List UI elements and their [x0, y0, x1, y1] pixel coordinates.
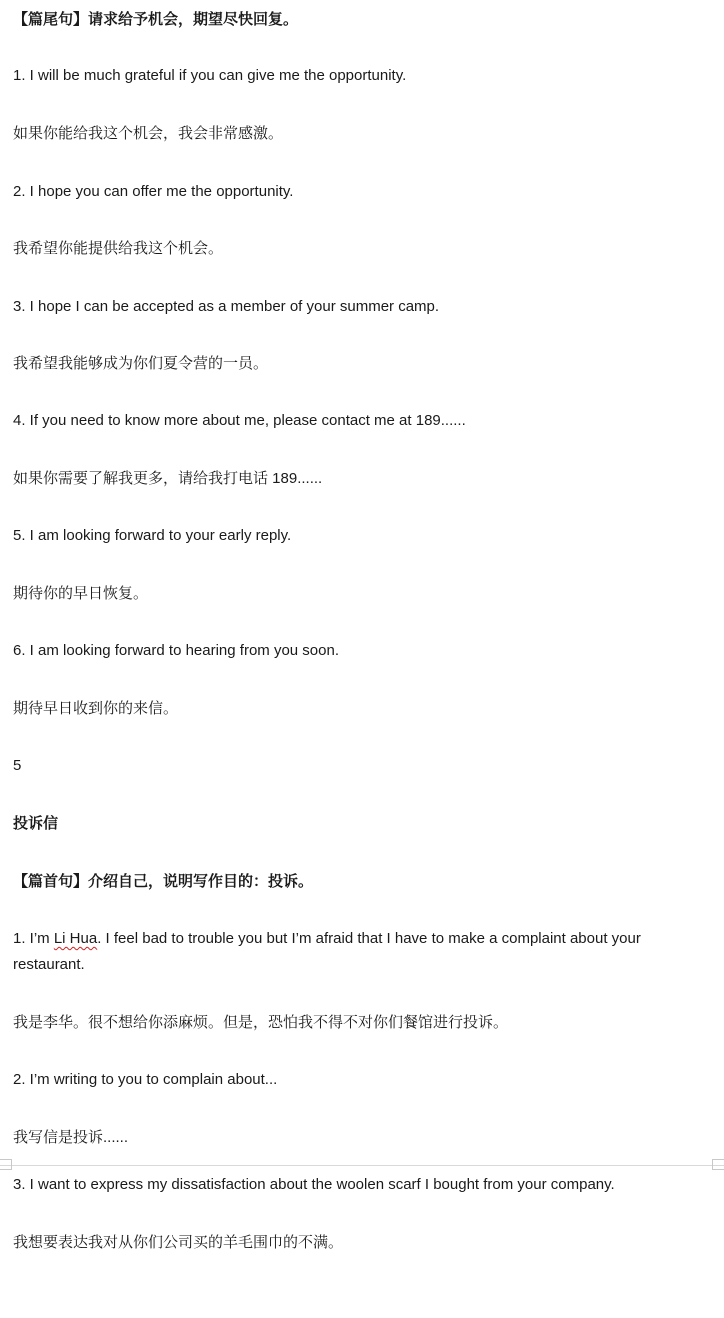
english-sentence-3: 3. I hope I can be accepted as a member of your summer camp. [13, 298, 440, 315]
page-break-line [0, 1165, 724, 1166]
page-corner-mark-right [712, 1159, 724, 1170]
chinese-translation-3: 我希望我能够成为你们夏令营的一员。 [13, 355, 269, 372]
section-number: 5 [13, 757, 22, 774]
english-sentence-4: 4. If you need to know more about me, please contact me at 189...... [13, 412, 466, 429]
chinese-translation-4: 如果你需要了解我更多，请给我打电话 189...... [13, 470, 323, 487]
complaint-english-sentence-3: 3. I want to express my dissatisfaction about the woolen scarf I bought from your company. [13, 1176, 615, 1193]
sentence-prefix: 1. I’m [13, 930, 54, 947]
english-sentence-2: 2. I hope you can offer me the opportunity. [13, 183, 294, 200]
complaint-english-sentence-2: 2. I’m writing to you to complain about... [13, 1071, 278, 1088]
complaint-chinese-translation-2: 我写信是投诉...... [13, 1129, 129, 1146]
english-sentence-6: 6. I am looking forward to hearing from you soon. [13, 642, 340, 659]
chinese-translation-5: 期待你的早日恢复。 [13, 585, 149, 602]
spellcheck-name: Li Hua [53, 930, 98, 947]
complaint-chinese-translation-3: 我想要表达我对从你们公司买的羊毛围巾的不满。 [13, 1234, 344, 1251]
heading-closing-sentences: 【篇尾句】请求给予机会，期望尽快回复。 [13, 10, 299, 28]
chinese-translation-2: 我希望你能提供给我这个机会。 [13, 240, 224, 257]
chinese-translation-6: 期待早日收到你的来信。 [13, 700, 179, 717]
sentence-body: . I feel bad to trouble you but I’m afraid that I have to make a complaint about your restaurant. [13, 930, 641, 973]
page-corner-mark-left [0, 1159, 12, 1170]
chinese-translation-1: 如果你能给我这个机会，我会非常感激。 [13, 125, 284, 142]
english-sentence-1: 1. I will be much grateful if you can give me the opportunity. [13, 67, 407, 84]
english-sentence-5: 5. I am looking forward to your early reply. [13, 527, 292, 544]
complaint-english-sentence-1 [13, 926, 703, 978]
heading-opening-sentences: 【篇首句】介绍自己，说明写作目的：投诉。 [13, 872, 314, 890]
complaint-chinese-translation-1: 我是李华。很不想给你添麻烦。但是，恐怕我不得不对你们餐馆进行投诉。 [13, 1014, 509, 1031]
section-title-complaint-letter: 投诉信 [13, 815, 59, 832]
